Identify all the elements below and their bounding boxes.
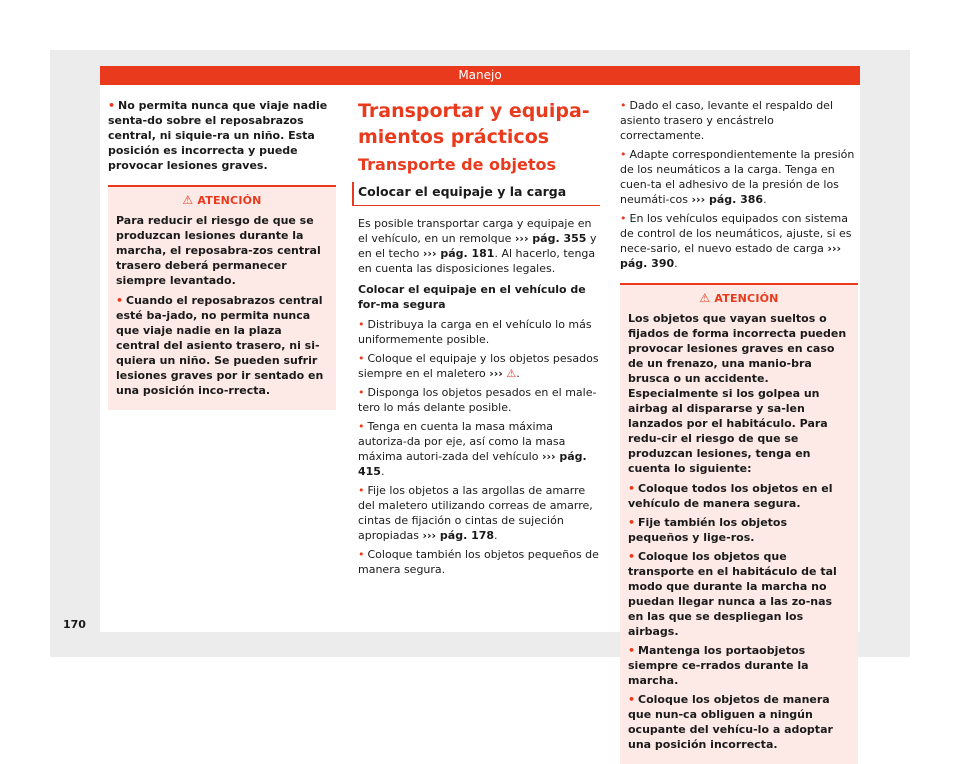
warning-bullet: • Coloque los objetos de manera que nun-ca obliguen a ningún ocupante del vehícu-lo a adoptar una posición incorrecta. [628, 692, 850, 752]
section-title: Transporte de objetos [358, 155, 556, 174]
list-item: • Adapte correspondientemente la presión de los neumáticos a la carga. Tenga en cuen-ta el adhesivo de la presión de los neumáti-cos ››› pág. 386. [620, 147, 858, 207]
list-item: • Fije los objetos a las argollas de amarre del maletero utilizando correas de amarre, cintas de fijación o cintas de sujeción apropiadas ››› pág. 178. [358, 483, 600, 543]
warning-box-right [620, 283, 858, 764]
intro-bullet: • No permita nunca que viaje nadie senta-do sobre el reposabrazos central, ni siquie-ra un niño. Esta posición es incorrecta y puede provocar lesiones graves. [108, 98, 336, 173]
warning-bullet: • Mantenga los portaobjetos siempre ce-rrados durante la marcha. [628, 643, 850, 688]
chapter-title: Transportar y equipa-mientos prácticos [358, 100, 590, 148]
warning-title: ⚠ ATENCIÓN [182, 193, 262, 207]
page-reference[interactable]: ››› pág. 415 [358, 450, 587, 478]
warning-bullet: • Fije también los objetos pequeños y lige-ros. [628, 515, 850, 545]
warning-triangle-icon: ⚠ [182, 193, 194, 207]
warning-bullet: • Cuando el reposabrazos central esté ba-jado, no permita nunca que viaje nadie en la plaza central del asiento trasero, ni si-quiera un niño. Se pueden sufrir lesiones graves por ir sentado en una posición inco-rrecta. [116, 293, 328, 398]
subsection-title: Colocar el equipaje y la carga [352, 182, 600, 206]
warning-triangle-icon: ⚠ [699, 291, 711, 305]
page-reference[interactable]: ››› pág. 386 [691, 193, 764, 206]
list-item: • Dado el caso, levante el respaldo del asiento trasero y encástrelo correctamente. [620, 98, 858, 143]
page-reference[interactable]: ››› pág. 390 [620, 242, 842, 270]
warning-body: Para reducir el riesgo de que se produzcan lesiones durante la marcha, el reposabra-zos central trasero deberá permanecer siempre levantado. [116, 214, 321, 287]
list-item: • En los vehículos equipados con sistema de control de los neumáticos, ajuste, si es nece-sario, el nuevo estado de carga ››› pág. 390. [620, 211, 858, 271]
page-number: 170 [63, 618, 86, 631]
list-item: • Tenga en cuenta la masa máxima autoriza-da por eje, así como la masa máxima autori-zada del vehículo ››› pág. 415. [358, 419, 600, 479]
list-item: • Distribuya la carga en el vehículo lo más uniformemente posible. [358, 317, 600, 347]
page-reference[interactable]: ››› pág. 178 [422, 529, 495, 542]
list-item: • Disponga los objetos pesados en el male-tero lo más delante posible. [358, 385, 600, 415]
warning-title: ⚠ ATENCIÓN [699, 291, 779, 305]
page-reference[interactable]: ››› pág. 181 [422, 247, 495, 260]
page-reference[interactable]: ››› pág. 355 [514, 232, 587, 245]
middle-column [358, 98, 600, 581]
page-reference[interactable]: ››› [489, 367, 503, 380]
warning-bullet: • Coloque los objetos que transporte en el habitáculo de tal modo que durante la marcha no puedan llegar nunca a las zo-nas en las que se despliegan los airbags. [628, 549, 850, 639]
subheading: Colocar el equipaje en el vehículo de for-ma segura [358, 283, 586, 311]
warning-triangle-icon: ⚠ [506, 367, 517, 380]
list-item: • Coloque el equipaje y los objetos pesados siempre en el maletero ››› ⚠. [358, 351, 600, 381]
intro-paragraph: Es posible transportar carga y equipaje en el vehículo, en un remolque ››› pág. 355 y en el techo ››› pág. 181. Al hacerlo, tenga en cuenta las disposiciones legales. [358, 217, 597, 275]
warning-body: Los objetos que vayan sueltos o fijados de forma incorrecta pueden provocar lesiones graves en caso de un frenazo, una manio-bra brusca o un accidente. Especialmente si los golpea un airbag al dispararse y sa-len lanzados por el habitáculo. Para redu-cir el riesgo de que se produzcan lesiones, tenga en cuenta lo siguiente: [628, 312, 847, 475]
warning-box-left [108, 185, 336, 410]
left-column [108, 98, 336, 410]
warning-bullet: • Coloque todos los objetos en el vehículo de manera segura. [628, 481, 850, 511]
list-item: • Coloque también los objetos pequeños de manera segura. [358, 547, 600, 577]
right-column [620, 98, 858, 764]
chapter-header: Manejo [100, 66, 860, 85]
